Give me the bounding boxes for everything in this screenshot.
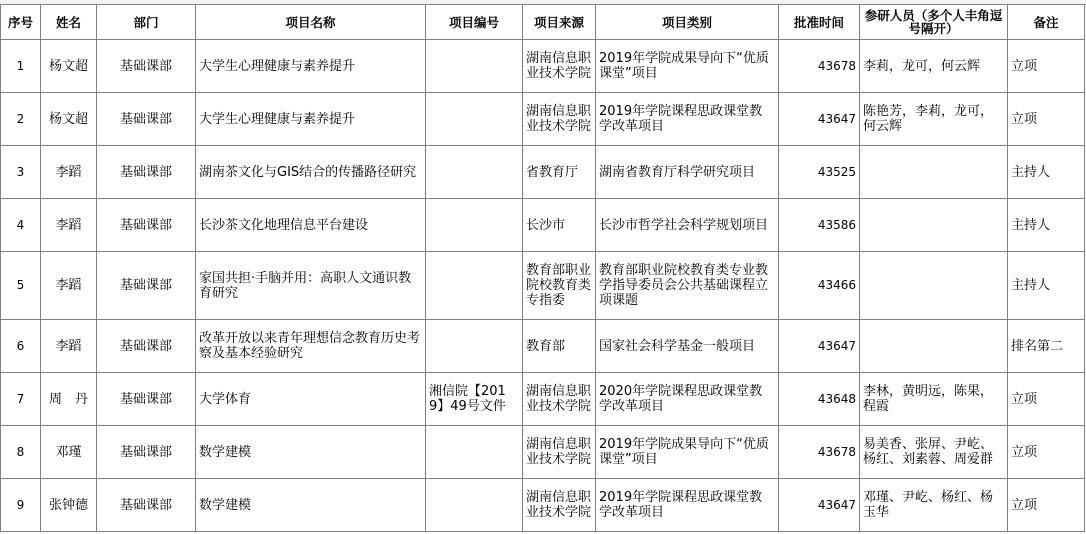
header-cell-source[interactable]: 项目来源	[523, 5, 596, 40]
cell-no[interactable]: 5	[1, 252, 41, 320]
cell-name[interactable]: 李蹈	[41, 199, 97, 252]
cell-source[interactable]: 教育部职业院校教育类专指委	[523, 252, 596, 320]
cell-project[interactable]: 改革开放以来青年理想信念教育历史考察及基本经验研究	[196, 320, 426, 373]
cell-dept[interactable]: 基础课部	[97, 320, 196, 373]
cell-remark[interactable]: 立项	[1008, 93, 1085, 146]
cell-date[interactable]: 43525	[779, 146, 860, 199]
cell-name[interactable]: 杨文超	[41, 40, 97, 93]
cell-source[interactable]: 湖南信息职业技术学院	[523, 93, 596, 146]
cell-remark[interactable]: 立项	[1008, 426, 1085, 479]
cell-dept[interactable]: 基础课部	[97, 93, 196, 146]
cell-category[interactable]: 2019年学院课程思政课堂教学改革项目	[596, 93, 779, 146]
project-table	[0, 4, 1085, 532]
cell-dept[interactable]: 基础课部	[97, 479, 196, 532]
cell-remark[interactable]: 排名第二	[1008, 320, 1085, 373]
cell-members[interactable]	[860, 252, 1008, 320]
cell-name[interactable]: 李蹈	[41, 320, 97, 373]
header-cell-category[interactable]: 项目类别	[596, 5, 779, 40]
cell-remark[interactable]: 立项	[1008, 40, 1085, 93]
cell-project[interactable]: 大学生心理健康与素养提升	[196, 93, 426, 146]
cell-code[interactable]	[426, 252, 523, 320]
cell-code[interactable]	[426, 40, 523, 93]
table-row	[1, 373, 1085, 426]
cell-project[interactable]: 家国共担·手脑并用：高职人文通识教育研究	[196, 252, 426, 320]
cell-members[interactable]: 易美香、张屏、尹屹、杨红、刘素蓉、周爱群	[860, 426, 1008, 479]
cell-dept[interactable]: 基础课部	[97, 146, 196, 199]
cell-source[interactable]: 省教育厅	[523, 146, 596, 199]
header-row	[1, 5, 1085, 40]
cell-code[interactable]	[426, 199, 523, 252]
cell-no[interactable]: 9	[1, 479, 41, 532]
cell-code[interactable]	[426, 426, 523, 479]
cell-remark[interactable]: 立项	[1008, 479, 1085, 532]
cell-project[interactable]: 湖南茶文化与GIS结合的传播路径研究	[196, 146, 426, 199]
cell-source[interactable]: 湖南信息职业技术学院	[523, 479, 596, 532]
cell-dept[interactable]: 基础课部	[97, 252, 196, 320]
table-row	[1, 320, 1085, 373]
cell-project[interactable]: 大学生心理健康与素养提升	[196, 40, 426, 93]
header-cell-no[interactable]: 序号	[1, 5, 41, 40]
cell-no[interactable]: 3	[1, 146, 41, 199]
cell-no[interactable]: 4	[1, 199, 41, 252]
table-row	[1, 479, 1085, 532]
cell-members[interactable]: 陈艳芳，李莉，龙可，何云辉	[860, 93, 1008, 146]
cell-date[interactable]: 43466	[779, 252, 860, 320]
cell-category[interactable]: 湖南省教育厅科学研究项目	[596, 146, 779, 199]
header-cell-dept[interactable]: 部门	[97, 5, 196, 40]
cell-date[interactable]: 43678	[779, 426, 860, 479]
header-cell-code[interactable]: 项目编号	[426, 5, 523, 40]
header-cell-project[interactable]: 项目名称	[196, 5, 426, 40]
cell-date[interactable]: 43647	[779, 93, 860, 146]
cell-date[interactable]: 43647	[779, 479, 860, 532]
cell-category[interactable]: 2019年学院成果导向下“优质课堂”项目	[596, 426, 779, 479]
cell-category[interactable]: 国家社会科学基金一般项目	[596, 320, 779, 373]
cell-category[interactable]: 长沙市哲学社会科学规划项目	[596, 199, 779, 252]
table-row	[1, 252, 1085, 320]
cell-code[interactable]	[426, 93, 523, 146]
table-row	[1, 40, 1085, 93]
cell-members[interactable]: 李莉，龙可，何云辉	[860, 40, 1008, 93]
cell-project[interactable]: 数学建模	[196, 426, 426, 479]
cell-project[interactable]: 长沙茶文化地理信息平台建设	[196, 199, 426, 252]
cell-no[interactable]: 6	[1, 320, 41, 373]
cell-remark[interactable]: 主持人	[1008, 199, 1085, 252]
cell-source[interactable]: 教育部	[523, 320, 596, 373]
cell-category[interactable]: 2020年学院课程思政课堂教学改革项目	[596, 373, 779, 426]
cell-remark[interactable]: 主持人	[1008, 146, 1085, 199]
cell-code[interactable]	[426, 479, 523, 532]
cell-date[interactable]: 43647	[779, 320, 860, 373]
cell-source[interactable]: 湖南信息职业技术学院	[523, 40, 596, 93]
cell-project[interactable]: 大学体育	[196, 373, 426, 426]
table-row	[1, 146, 1085, 199]
cell-members[interactable]: 李林，黄明远，陈果，程霞	[860, 373, 1008, 426]
cell-code[interactable]	[426, 146, 523, 199]
cell-members[interactable]: 邓瑾、尹屹、杨红、杨玉华	[860, 479, 1008, 532]
header-cell-members[interactable]: 参研人员（多个人丰角逗号隔开）	[860, 5, 1008, 40]
cell-no[interactable]: 2	[1, 93, 41, 146]
cell-members[interactable]	[860, 199, 1008, 252]
cell-project[interactable]: 数学建模	[196, 479, 426, 532]
cell-name[interactable]: 杨文超	[41, 93, 97, 146]
cell-category[interactable]: 教育部职业院校教育类专业教学指导委员会公共基础课程立项课题	[596, 252, 779, 320]
cell-dept[interactable]: 基础课部	[97, 199, 196, 252]
cell-source[interactable]: 长沙市	[523, 199, 596, 252]
cell-date[interactable]: 43678	[779, 40, 860, 93]
table-row	[1, 199, 1085, 252]
cell-date[interactable]: 43648	[779, 373, 860, 426]
cell-name[interactable]: 李蹈	[41, 146, 97, 199]
cell-members[interactable]	[860, 146, 1008, 199]
cell-dept[interactable]: 基础课部	[97, 373, 196, 426]
cell-category[interactable]: 2019年学院成果导向下“优质课堂”项目	[596, 40, 779, 93]
cell-remark[interactable]: 主持人	[1008, 252, 1085, 320]
cell-name[interactable]: 张钟德	[41, 479, 97, 532]
table-row	[1, 426, 1085, 479]
cell-no[interactable]: 1	[1, 40, 41, 93]
header-cell-name[interactable]: 姓名	[41, 5, 97, 40]
header-cell-date[interactable]: 批准时间	[779, 5, 860, 40]
cell-name[interactable]: 邓瑾	[41, 426, 97, 479]
cell-no[interactable]: 7	[1, 373, 41, 426]
cell-no[interactable]: 8	[1, 426, 41, 479]
cell-code[interactable]: 湘信院【2019】49号文件	[426, 373, 523, 426]
cell-name[interactable]: 李蹈	[41, 252, 97, 320]
cell-category[interactable]: 2019年学院课程思政课堂教学改革项目	[596, 479, 779, 532]
cell-members[interactable]	[860, 320, 1008, 373]
cell-dept[interactable]: 基础课部	[97, 426, 196, 479]
cell-dept[interactable]: 基础课部	[97, 40, 196, 93]
cell-date[interactable]: 43586	[779, 199, 860, 252]
cell-remark[interactable]: 立项	[1008, 373, 1085, 426]
cell-code[interactable]	[426, 320, 523, 373]
table-row	[1, 93, 1085, 146]
header-cell-remark[interactable]: 备注	[1008, 5, 1085, 40]
cell-source[interactable]: 湖南信息职业技术学院	[523, 426, 596, 479]
cell-name[interactable]: 周 丹	[41, 373, 97, 426]
cell-source[interactable]: 湖南信息职业技术学院	[523, 373, 596, 426]
